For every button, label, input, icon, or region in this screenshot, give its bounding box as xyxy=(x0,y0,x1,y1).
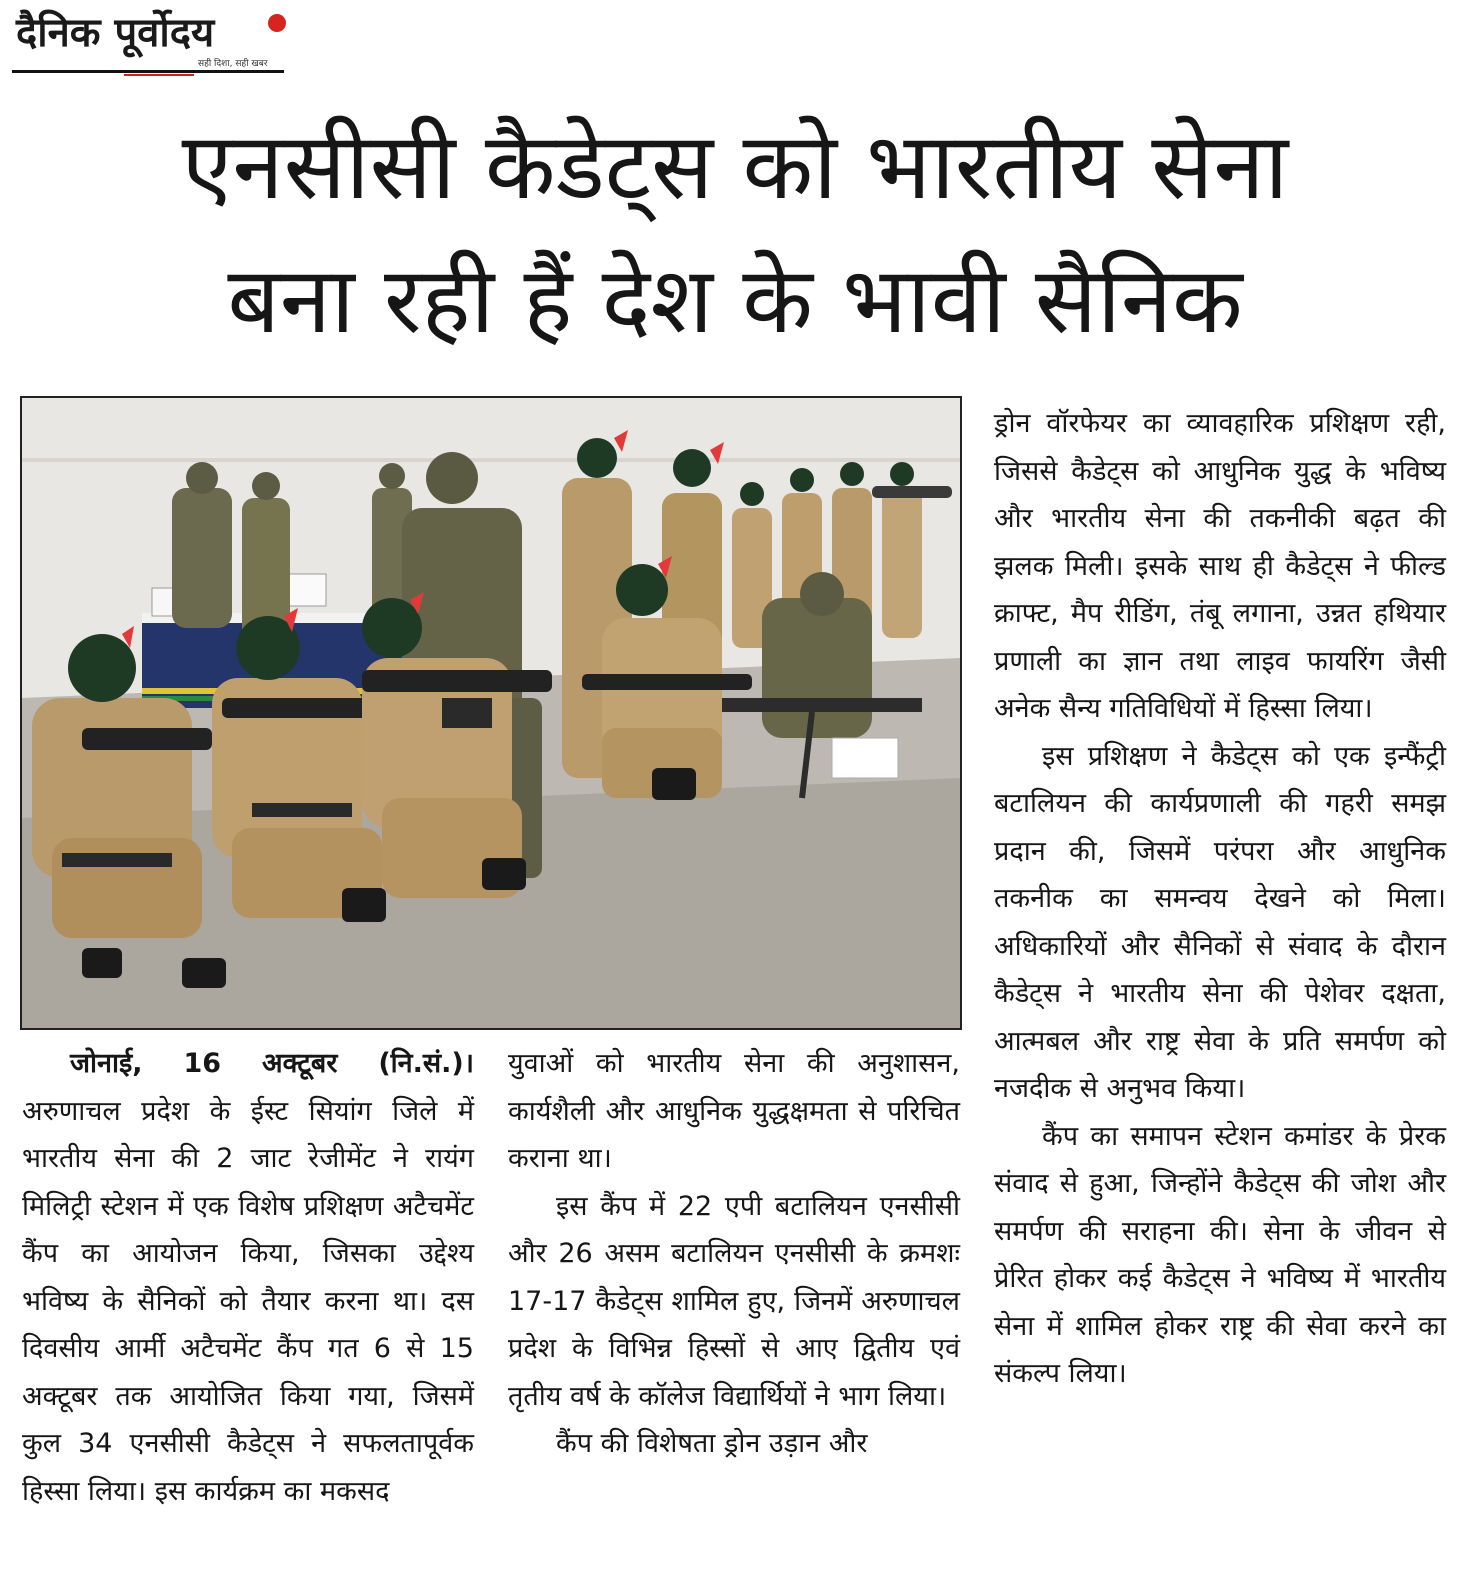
article-paragraph-3-part-a: कैंप की विशेषता ड्रोन उड़ान और xyxy=(556,1428,868,1459)
article-paragraph-2: इस कैंप में 22 एपी बटालियन एनसीसी और 26 असम बटालियन एनसीसी के क्रमशः 17-17 कैडेट्स शामिल हुए, जिनमें अरुणाचल प्रदेश के विभिन्न हिस्सों से आए द्वितीय एवं तृतीय वर्ष के कॉलेज विद्यार्थियों ने भाग लिया। xyxy=(508,1190,960,1412)
masthead-red-underline xyxy=(124,74,194,76)
article-column-right xyxy=(994,400,1446,1398)
article-column-left xyxy=(22,1040,474,1515)
article-paragraph-1 xyxy=(22,1040,474,1515)
article-dateline: जोनाई, 16 अक्टूबर (नि.सं.)। xyxy=(70,1048,474,1079)
article-paragraph-4: इस प्रशिक्षण ने कैडेट्स को एक इन्फैंट्री बटालियन की कार्यप्रणाली की गहरी समझ प्रदान की, जिसमें परंपरा और आधुनिक तकनीक का समन्वय देखने को मिला। अधिकारियों और सैनिकों से संवाद के दौरान कैडेट्स ने भारतीय सेना की पेशेवर दक्षता, आत्मबल और राष्ट्र सेवा के प्रति समर्पण को नजदीक से अनुभव किया। xyxy=(994,740,1446,1104)
masthead xyxy=(12,8,284,72)
article-column-middle xyxy=(508,1040,960,1468)
headline-line-1: एनसीसी कैडेट्स को भारतीय सेना xyxy=(181,113,1289,220)
article-headline xyxy=(60,100,1410,368)
article-photo xyxy=(20,396,962,1030)
masthead-underline xyxy=(12,70,284,73)
masthead-red-dot-icon xyxy=(268,14,286,32)
newspaper-tagline: सही दिशा, सही खबर xyxy=(198,59,268,69)
photo-ncc-cadets-training-icon xyxy=(22,398,960,1028)
headline-line-2: बना रही हैं देश के भावी सैनिक xyxy=(227,247,1243,354)
article-paragraph-1-part-b: युवाओं को भारतीय सेना की अनुशासन, कार्यशैली और आधुनिक युद्धक्षमता से परिचित कराना था। xyxy=(508,1048,960,1174)
article-paragraph-5: कैंप का समापन स्टेशन कमांडर के प्रेरक संवाद से हुआ, जिन्होंने कैडेट्स की जोश और समर्पण की सराहना की। सेना के जीवन से प्रेरित होकर कई कैडेट्स ने भविष्य में भारतीय सेना में शामिल होकर राष्ट्र की सेवा करने का संकल्प लिया। xyxy=(994,1120,1446,1389)
article-paragraph-3-part-b: ड्रोन वॉरफेयर का व्यावहारिक प्रशिक्षण रही, जिससे कैडेट्स को आधुनिक युद्ध के भविष्य और भारतीय सेना की तकनीकी बढ़त की झलक मिली। इसके साथ ही कैडेट्स ने फील्ड क्राफ्ट, मैप रीडिंग, तंबू लगाना, उन्नत हथियार प्रणाली का ज्ञान तथा लाइव फायरिंग जैसी अनेक सैन्य गतिविधियों में हिस्सा लिया। xyxy=(994,408,1446,724)
article-paragraph-1-part-a: अरुणाचल प्रदेश के ईस्ट सियांग जिले में भारतीय सेना की 2 जाट रेजीमेंट ने रायंग मिलिट्री स्टेशन में एक विशेष प्रशिक्षण अटैचमेंट कैंप का आयोजन किया, जिसका उद्देश्य भविष्य के सैनिकों को तैयार करना था। दस दिवसीय आर्मी अटैचमेंट कैंप गत 6 से 15 अक्टूबर तक आयोजित किया गया, जिसमें कुल 34 एनसीसी कैडेट्स ने सफलतापूर्वक हिस्सा लिया। इस कार्यक्रम का मकसद xyxy=(22,1095,474,1507)
newspaper-name: दैनिक पूर्वोदय xyxy=(16,10,215,56)
